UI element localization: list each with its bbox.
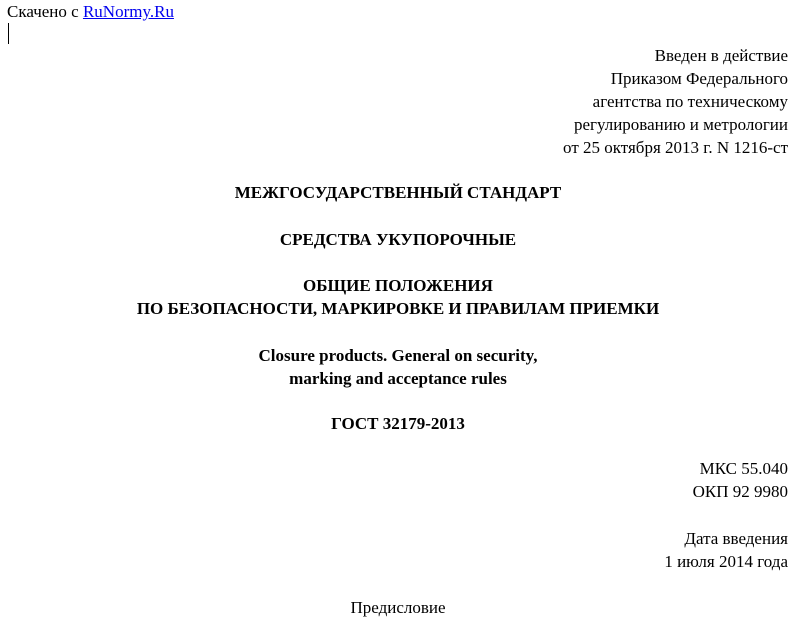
document-heading	[0, 274, 790, 320]
classification-codes	[693, 457, 788, 503]
source-prefix: Скачено с	[7, 2, 83, 21]
okp-code: ОКП 92 9980	[692, 482, 788, 501]
source-line	[7, 0, 174, 23]
enactment-line: от 25 октября 2013 г. N 1216-ст	[563, 138, 788, 157]
subject-title: СРЕДСТВА УКУПОРОЧНЫЕ	[279, 230, 517, 249]
enactment-line: агентства по техническому	[592, 92, 788, 111]
heading-line-1: ОБЩИЕ ПОЛОЖЕНИЯ	[303, 276, 493, 295]
gost-number: ГОСТ 32179-2013	[331, 414, 465, 433]
introduction-date: 1 июля 2014 года	[664, 552, 788, 571]
source-link[interactable]: RuNormy.Ru	[82, 2, 174, 21]
introduction-date-block	[664, 527, 788, 573]
english-line-1: Closure products. General on security,	[258, 346, 538, 365]
enactment-line: Введен в действие	[654, 46, 788, 65]
mks-code: МКС 55.040	[699, 459, 788, 478]
standard-type-title: МЕЖГОСУДАРСТВЕННЫЙ СТАНДАРТ	[234, 183, 562, 202]
enactment-line: Приказом Федерального	[610, 69, 788, 88]
enactment-block	[563, 44, 788, 159]
foreword-heading: Предисловие	[350, 598, 446, 617]
introduction-label: Дата введения	[684, 529, 788, 548]
text-cursor	[8, 23, 9, 44]
heading-line-2: ПО БЕЗОПАСНОСТИ, МАРКИРОВКЕ И ПРАВИЛАМ ПРИЕМКИ	[136, 299, 660, 318]
enactment-line: регулированию и метрологии	[573, 115, 788, 134]
english-line-2: marking and acceptance rules	[289, 369, 507, 388]
english-title	[0, 344, 790, 390]
